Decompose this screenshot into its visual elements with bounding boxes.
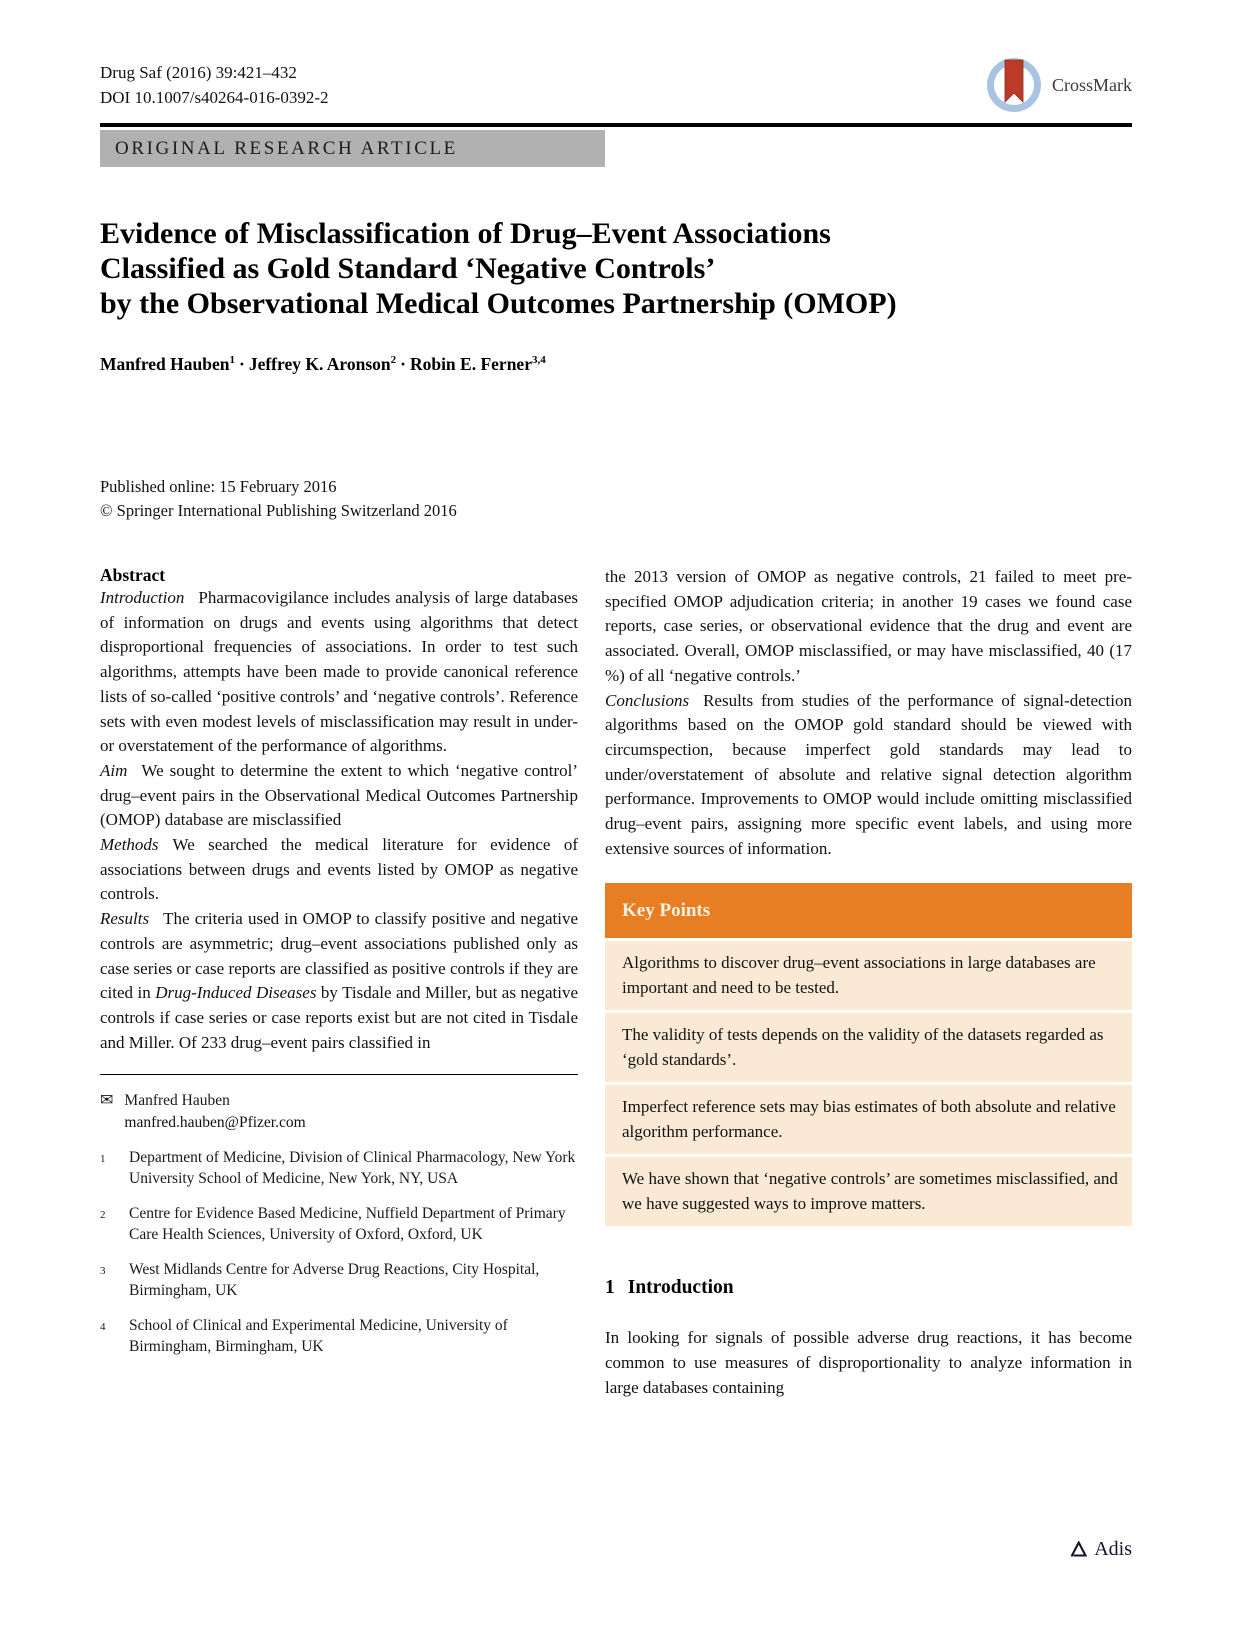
article-type-label: ORIGINAL RESEARCH ARTICLE xyxy=(115,137,458,159)
key-point-3: Imperfect reference sets may bias estimates of both absolute and relative algorithm performance. xyxy=(605,1085,1132,1154)
abstract-aim-label: Aim xyxy=(100,760,128,780)
abstract-results: Results The criteria used in OMOP to classify positive and negative controls are asymmetric; drug–event associations published only as case series or case reports are classified as positive controls if they are cited in Drug-Induced Diseases by Tisdale and Miller, but as negative controls if case series or case reports exist but are not cited in Tisdale and Miller. Of 233 drug–event pairs classified in xyxy=(100,909,578,1052)
abstract-results-label: Results xyxy=(100,909,150,929)
adis-logo xyxy=(1070,1538,1132,1561)
author-2-affiliation-marker: 2 xyxy=(390,354,397,367)
correspondence-name: Manfred Hauben xyxy=(124,1092,230,1110)
abstract-heading: Abstract xyxy=(100,565,166,585)
crossmark-label: CrossMark xyxy=(1052,74,1132,95)
abstract-methods: Methods We searched the medical literature for evidence of associations between drugs and events listed by OMOP as negative controls. xyxy=(100,835,578,904)
two-column-body xyxy=(100,565,1132,1401)
author-3: Robin E. Ferner$^{3,4}$ xyxy=(409,354,546,374)
introduction-paragraph: In looking for signals of possible adverse drug reactions, it has become common to use measures of disproportionality to analyze information in large databases containing xyxy=(605,1328,1132,1397)
crossmark-icon xyxy=(985,56,1043,114)
key-point-2: The validity of tests depends on the validity of the datasets regarded as ‘gold standards’. xyxy=(605,1013,1132,1082)
book-title: Drug-Induced Diseases xyxy=(155,983,317,1003)
masthead xyxy=(100,60,1132,114)
copyright-line: © Springer International Publishing Switzerland 2016 xyxy=(100,501,457,520)
left-column xyxy=(100,565,578,1401)
abstract-methods-label: Methods xyxy=(100,835,159,855)
header-rule xyxy=(100,123,1132,127)
key-points-header xyxy=(605,883,1132,938)
key-point-1: Algorithms to discover drug–event associations in large databases are important and need to be tested. xyxy=(605,941,1132,1010)
article-type-banner xyxy=(100,130,605,167)
article-title xyxy=(100,216,1132,321)
abstract-introduction-label: Introduction xyxy=(100,588,185,607)
crossmark-badge[interactable] xyxy=(985,56,1132,114)
abstract-conclusions-label: Conclusions xyxy=(605,690,690,710)
doi: DOI 10.1007/s40264-016-0392-2 xyxy=(100,88,329,107)
correspondence-email[interactable]: manfred.hauben@Pfizer.com xyxy=(124,1113,306,1131)
envelope-icon: ✉ xyxy=(100,1092,114,1110)
author-separator: · xyxy=(400,354,406,374)
abstract-aim: Aim We sought to determine the extent to which ‘negative control’ drug–event pairs in the Observational Medical Outcomes Partnership (OMOP) database are misclassified xyxy=(100,760,578,830)
author-3-affiliation-marker: 3,4 xyxy=(531,354,546,367)
affiliation-4: 4 School of Clinical and Experimental Medicine, University of Birmingham, Birmingham, UK xyxy=(100,1317,508,1356)
author-1: Manfred Hauben$^1$ xyxy=(100,354,235,374)
abstract-introduction: Introduction Pharmacovigilance includes analysis of large databases of information on drugs and events using algorithms that detect disproportional frequencies of associations. In order to test such algorithms, attempts have been made to provide canonical reference lists of so-called ‘positive controls’ and ‘negative controls’. Reference sets with even modest levels of misclassification may result in under- or overstatement of the performance of algorithms. xyxy=(100,588,578,756)
adis-label: Adis xyxy=(1094,1538,1132,1560)
footnote-rule xyxy=(100,1074,578,1075)
abstract-results-continuation: the 2013 version of OMOP as negative controls, 21 failed to meet pre-specified OMOP adjudication criteria; in another 19 cases we found case reports, case series, or observational evidence that the drug and event are associated. Overall, OMOP misclassified, or may have misclassified, 40 (17 %) of all ‘negative controls.’ xyxy=(605,567,1132,685)
correspondence-details xyxy=(124,1090,305,1133)
abstract-conclusions: Conclusions Results from studies of the performance of signal-detection algorithms based on the OMOP gold standard should be viewed with circumspection, because imperfect gold standards may lead to under/overstatement of absolute and relative signal detection algorithm performance. Improvements to OMOP would include omitting misclassified drug–event pairs, assigning more specific event labels, and using more extensive sources of information. xyxy=(605,690,1132,858)
title-line-1: Evidence of Misclassification of Drug–Event Associations xyxy=(100,217,831,250)
affiliation-1: 1 Department of Medicine, Division of Clinical Pharmacology, New York University School of Medicine, New York, NY, USA xyxy=(100,1149,576,1188)
citation-block xyxy=(100,60,329,110)
affiliations-list xyxy=(100,1147,578,1357)
section-title: Introduction xyxy=(627,1277,734,1299)
section-number: 1 xyxy=(605,1277,615,1299)
published-online-date: Published online: 15 February 2016 xyxy=(100,477,337,496)
key-points-title: Key Points xyxy=(622,900,711,922)
right-column xyxy=(605,565,1132,1401)
title-line-3: by the Observational Medical Outcomes Partnership (OMOP) xyxy=(100,287,897,320)
key-points-box xyxy=(605,883,1132,1226)
affiliation-3: 3 West Midlands Centre for Adverse Drug Reactions, City Hospital, Birmingham, UK xyxy=(100,1261,540,1300)
section-heading-introduction xyxy=(605,1277,1132,1299)
publication-info xyxy=(100,475,1132,523)
author-2: Jeffrey K. Aronson$^2$ xyxy=(248,354,397,374)
authors-line xyxy=(100,354,1132,375)
adis-triangle-icon xyxy=(1070,1541,1088,1558)
journal-citation: Drug Saf (2016) 39:421–432 xyxy=(100,63,297,82)
correspondence-block xyxy=(100,1090,578,1133)
key-point-4: We have shown that ‘negative controls’ are sometimes misclassified, and we have suggested ways to improve matters. xyxy=(605,1157,1132,1226)
author-1-affiliation-marker: 1 xyxy=(229,354,235,367)
author-separator: · xyxy=(238,354,245,374)
affiliation-2: 2 Centre for Evidence Based Medicine, Nuffield Department of Primary Care Health Sciences, University of Oxford, Oxford, UK xyxy=(100,1205,566,1244)
title-line-2: Classified as Gold Standard ‘Negative Controls’ xyxy=(100,252,716,285)
